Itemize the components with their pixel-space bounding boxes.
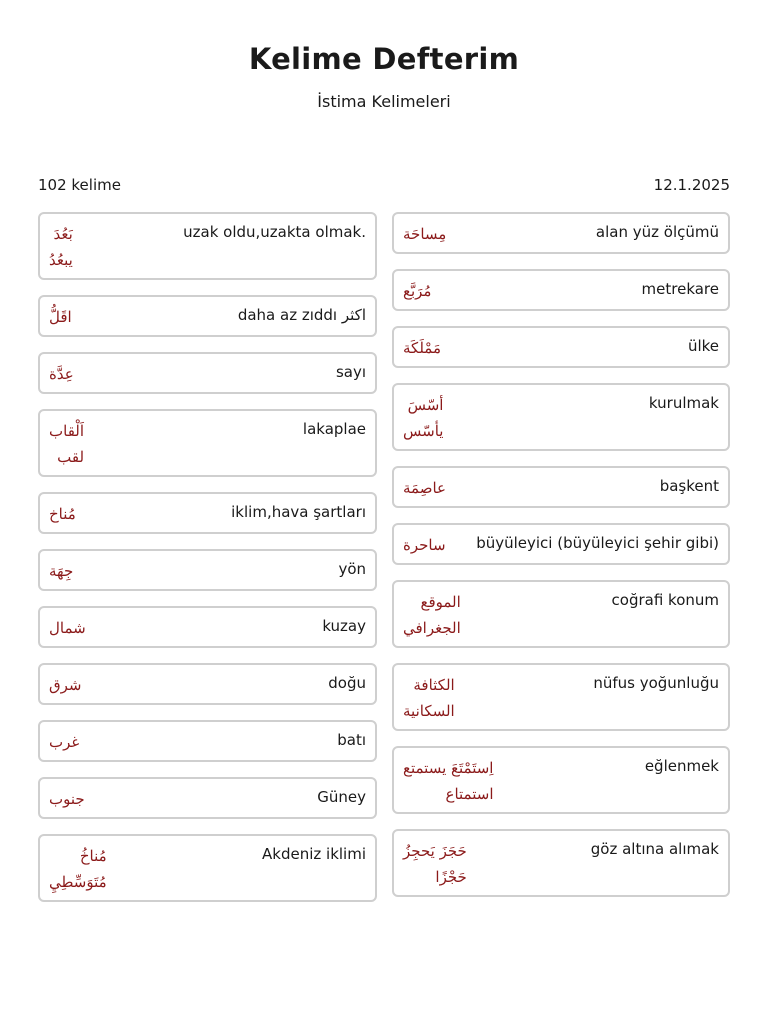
vocab-card xyxy=(392,829,730,897)
arabic-form: الموقع xyxy=(420,593,461,611)
arabic-word xyxy=(49,501,76,527)
turkish-meaning: metrekare xyxy=(641,280,719,298)
arabic-word xyxy=(49,672,81,698)
turkish-meaning: yön xyxy=(338,560,366,578)
vocab-card xyxy=(392,746,730,814)
arabic-form: جِهَة xyxy=(49,562,74,580)
vocab-card xyxy=(38,352,377,394)
vocab-card xyxy=(392,663,730,731)
vocab-card xyxy=(392,466,730,508)
arabic-form: استمتاع xyxy=(445,785,494,803)
vocab-card xyxy=(38,663,377,705)
arabic-word xyxy=(403,532,446,558)
arabic-word xyxy=(403,838,467,890)
arabic-form: بَعُدَ xyxy=(53,225,73,243)
vocab-card xyxy=(38,834,377,902)
arabic-form: اِستَمْتَعَ يستمتع xyxy=(403,759,494,777)
turkish-meaning: batı xyxy=(337,731,366,749)
page-subtitle: İstima Kelimeleri xyxy=(317,92,451,111)
vocab-card xyxy=(392,383,730,451)
arabic-word xyxy=(49,304,72,330)
arabic-word xyxy=(49,361,74,387)
turkish-meaning: ülke xyxy=(687,337,719,355)
arabic-form: الكثافة xyxy=(413,676,455,694)
arabic-form: الجغرافي xyxy=(403,619,461,637)
arabic-word xyxy=(49,221,73,273)
vocab-card xyxy=(38,492,377,534)
arabic-form: اقَلُّ xyxy=(49,308,72,326)
arabic-form: أسّسَ xyxy=(407,396,444,414)
arabic-form: السكانية xyxy=(403,702,455,720)
vocab-card xyxy=(38,212,377,280)
turkish-meaning: Güney xyxy=(317,788,366,806)
arabic-word xyxy=(403,672,455,724)
arabic-form: ساحرة xyxy=(403,536,446,554)
arabic-form: مُناخُ xyxy=(79,847,107,865)
vocab-card xyxy=(38,777,377,819)
arabic-form: يبعُدُ xyxy=(49,251,73,269)
turkish-meaning: kuzay xyxy=(322,617,366,635)
vocab-card xyxy=(38,720,377,762)
vocab-card xyxy=(392,326,730,368)
arabic-word xyxy=(403,278,431,304)
arabic-form: مُناخ xyxy=(49,505,76,523)
arabic-form: حَجْزًا xyxy=(435,868,467,886)
arabic-word xyxy=(49,615,86,641)
word-count: 102 kelime xyxy=(38,176,121,194)
turkish-meaning: coğrafi konum xyxy=(611,591,719,609)
vocab-card xyxy=(38,549,377,591)
date-label: 12.1.2025 xyxy=(653,176,730,194)
arabic-form: اَلْقاب xyxy=(49,422,85,440)
arabic-form: غرب xyxy=(49,733,80,751)
arabic-form: عِدَّة xyxy=(49,365,74,383)
arabic-form: لقب xyxy=(57,448,85,466)
turkish-meaning: eğlenmek xyxy=(644,757,719,775)
arabic-form: يأسّس xyxy=(403,422,444,440)
left-column xyxy=(38,212,377,917)
turkish-meaning: başkent xyxy=(659,477,719,495)
turkish-meaning: doğu xyxy=(328,674,366,692)
arabic-form: مِساحَة xyxy=(403,225,447,243)
arabic-form: مُتَوَسِّطِيِ xyxy=(49,873,107,891)
turkish-meaning: uzak oldu,uzakta olmak. xyxy=(183,223,366,241)
arabic-word xyxy=(49,786,85,812)
turkish-meaning: iklim,hava şartları xyxy=(231,503,366,521)
turkish-meaning: daha az zıddı اكثر xyxy=(237,306,366,324)
vocab-card xyxy=(38,606,377,648)
vocab-card xyxy=(38,409,377,477)
vocab-card xyxy=(392,523,730,565)
arabic-form: مُرَبَّع xyxy=(403,282,432,300)
turkish-meaning: alan yüz ölçümü xyxy=(595,223,719,241)
page-title: Kelime Defterim xyxy=(248,42,520,76)
arabic-form: جنوب xyxy=(49,790,85,808)
vocab-card xyxy=(392,580,730,648)
turkish-meaning: göz altına alımak xyxy=(590,840,719,858)
vocab-card xyxy=(38,295,377,337)
right-column xyxy=(392,212,730,912)
arabic-word xyxy=(49,558,73,584)
arabic-word xyxy=(403,475,446,501)
vocab-card xyxy=(392,269,730,311)
turkish-meaning: lakaplae xyxy=(302,420,366,438)
turkish-meaning: Akdeniz iklimi xyxy=(262,845,366,863)
arabic-form: عاصِمَة xyxy=(403,479,446,497)
turkish-meaning: kurulmak xyxy=(648,394,719,412)
arabic-word xyxy=(403,392,443,444)
turkish-meaning: büyüleyici (büyüleyici şehir gibi) xyxy=(476,534,719,552)
vocab-card xyxy=(392,212,730,254)
arabic-form: حَجَزَ يَحجِزُ xyxy=(403,842,467,860)
arabic-word xyxy=(403,755,493,807)
arabic-word xyxy=(49,729,79,755)
arabic-word xyxy=(49,418,84,470)
arabic-word xyxy=(403,221,446,247)
arabic-form: شمال xyxy=(49,619,86,637)
arabic-form: شرق xyxy=(49,676,82,694)
arabic-word xyxy=(403,589,461,641)
arabic-word xyxy=(49,843,107,895)
arabic-form: مَمْلَكَة xyxy=(403,339,441,357)
turkish-meaning: nüfus yoğunluğu xyxy=(593,674,719,692)
arabic-word xyxy=(403,335,441,361)
turkish-meaning: sayı xyxy=(335,363,366,381)
